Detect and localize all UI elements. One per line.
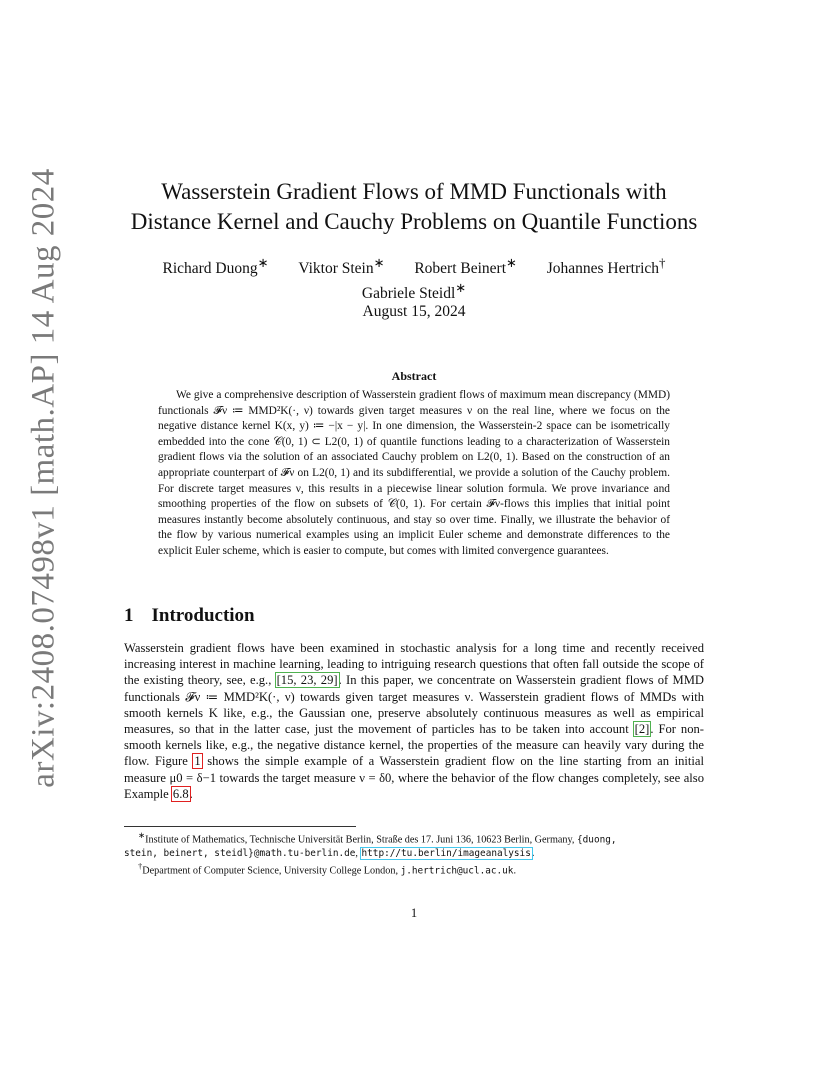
affiliation-mark: ∗ xyxy=(506,255,517,270)
author xyxy=(362,278,466,303)
example-reference-link[interactable]: 6.8 xyxy=(172,786,189,801)
author xyxy=(547,253,666,278)
affiliation-mark: ∗ xyxy=(257,255,269,270)
title-line-1: Wasserstein Gradient Flows of MMD Functionals with xyxy=(161,179,667,204)
author xyxy=(162,253,268,278)
author-list xyxy=(100,253,728,303)
section-heading xyxy=(124,605,255,627)
author-name: Viktor Stein xyxy=(298,260,374,278)
abstract-heading: Abstract xyxy=(391,369,437,383)
author-name: Richard Duong xyxy=(162,260,258,278)
footnote-1-line-1 xyxy=(124,829,706,847)
affiliation-mark: ∗ xyxy=(455,280,467,296)
intro-text: . xyxy=(189,786,193,801)
author-row-1 xyxy=(100,253,728,278)
intro-text: shows the simple example of a Wasserstein gradient flow on the line starting from an initial measure μ0 = δ−1 towards the target measure ν = δ0, where the behavior of the flow changes completely, see also Example xyxy=(124,754,704,801)
footnotes xyxy=(124,829,706,878)
author xyxy=(298,253,384,278)
author-row-2 xyxy=(100,278,728,303)
figure-reference-link[interactable]: 1 xyxy=(194,754,201,769)
footnote-2 xyxy=(124,860,706,878)
footnote-text: Department of Computer Science, University College London, xyxy=(142,865,401,877)
section-title: Introduction xyxy=(151,605,255,626)
introduction-paragraph xyxy=(124,640,704,802)
email-address[interactable]: j.hertrich@ucl.ac.uk xyxy=(400,865,514,877)
affiliation-mark: † xyxy=(659,255,666,270)
section-number: 1 xyxy=(124,605,134,626)
footnote-text: . xyxy=(513,865,516,877)
publication-date: August 15, 2024 xyxy=(362,303,466,320)
intro-text: . In this paper, we concentrate on Wasserstein gradient flows of MMD functionals 𝓕ν ≔ MMD²K(·, ν) towards given target measures ν. Wasserstein gradient flows of MMDs with smooth kernels K like, e.g., the Gaussian one, preserve absolutely continuous measures as well as empirical measures, so that in the latter case, just the movement of particles has to be taken into account xyxy=(124,673,704,737)
author xyxy=(414,253,517,278)
intro-text: Wasserstein gradient flows have been examined in stochastic analysis for a long time and recently received increasing interest in machine learning, leading to intriguing research questions that often fall outside the scope of the existing theory, see, e.g., xyxy=(124,641,704,688)
footnote-text: . xyxy=(531,847,535,859)
citation-link[interactable]: [15, 23, 29] xyxy=(276,673,338,688)
footnote-divider xyxy=(124,826,356,827)
footnote-text: , xyxy=(355,847,361,859)
abstract-text: We give a comprehensive description of Wasserstein gradient flows of maximum mean discrepancy (MMD) functionals 𝓕ν ≔ MMD²K(·, ν) towards given target measures ν on the real line, where we focus on the negative distance kernel K(x, y) ≔ −|x − y|. In one dimension, the Wasserstein-2 space can be isometrically embedded into the cone 𝒞(0, 1) ⊂ L2(0, 1) of quantile functions leading to a characterization of Wasserstein gradient flows via the solution of an associated Cauchy problem on L2(0, 1). Based on the construction of an appropriate counterpart of 𝓕ν on L2(0, 1) and its subdifferential, we provide a solution of the Cauchy problem. For discrete target measures ν, this results in a piecewise linear solution formula. We prove invariance and smoothing properties of the flow on subsets of 𝒞(0, 1). For certain 𝓕ν-flows this implies that initial point measures instantly become absolutely continuous, and stay so over time. Finally, we illustrate the behavior of the flow by various numerical examples using an implicit Euler scheme and demonstrate differences to the explicit Euler scheme, which is easier to compute, but comes with limited convergence guarantees. xyxy=(158,389,670,557)
affiliation-mark: ∗ xyxy=(373,255,385,270)
paper-title xyxy=(100,177,728,237)
author-name: Robert Beinert xyxy=(414,260,506,278)
citation-link[interactable]: [2] xyxy=(634,722,650,737)
footnote-text: Institute of Mathematics, Technische Universität Berlin, Straße des 17. Juni 136, 10623 Berlin, Germany, xyxy=(145,834,578,846)
email-address[interactable]: {duong, xyxy=(577,834,617,846)
page-number: 1 xyxy=(410,906,418,920)
intro-text: . For non-smooth kernels like, e.g., the negative distance kernel, the properties of the measure can heavily vary during the flow. Figure xyxy=(124,722,704,769)
footnote-mark: ∗ xyxy=(138,830,146,840)
footnote-1-line-2 xyxy=(124,847,706,860)
title-line-2: Distance Kernel and Cauchy Problems on Quantile Functions xyxy=(130,209,698,234)
footnote-mark: † xyxy=(138,861,143,872)
author-name: Gabriele Steidl xyxy=(361,285,456,303)
email-address[interactable]: stein, beinert, steidl}@math.tu-berlin.de xyxy=(124,847,356,859)
author-name: Johannes Hertrich xyxy=(546,260,660,278)
url-link[interactable]: http://tu.berlin/imageanalysis xyxy=(361,847,531,859)
arxiv-identifier-stamp: arXiv:2408.07498v1 [math.AP] 14 Aug 2024 xyxy=(25,168,62,788)
